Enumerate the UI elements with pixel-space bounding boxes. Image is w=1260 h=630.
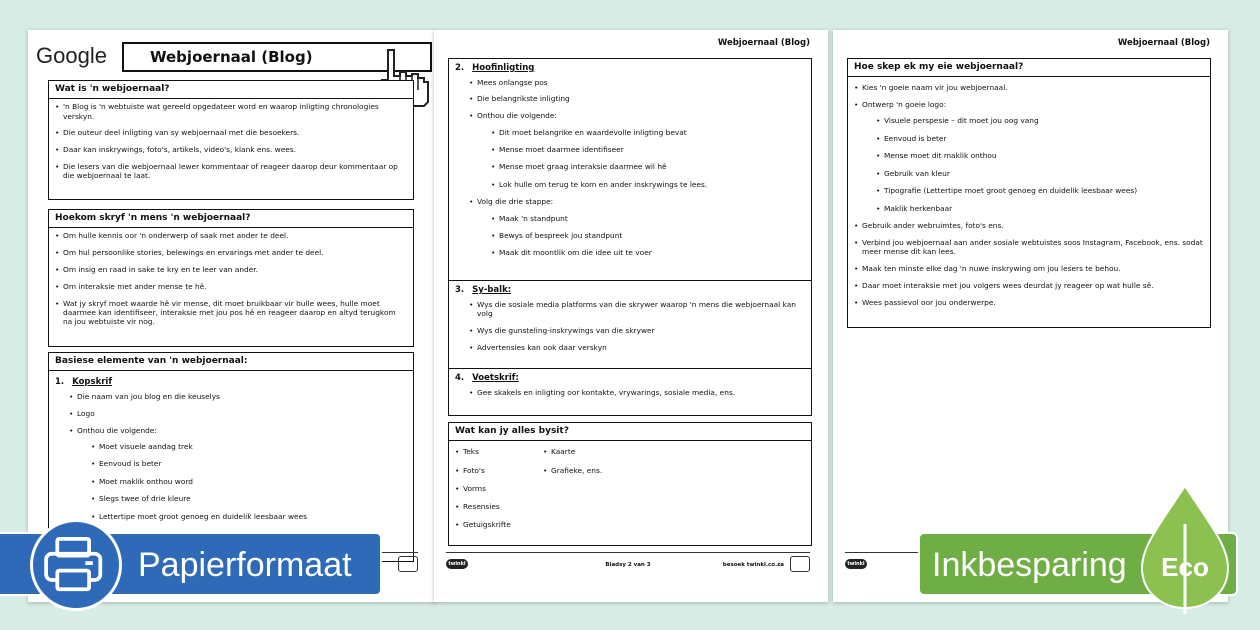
list-item (469, 197, 805, 257)
section-title: Sy-balk: (472, 285, 512, 295)
eco-stamp-icon (398, 556, 418, 572)
list-item: • Resensies (455, 502, 543, 511)
list-item-text: Onthou die volgende: (477, 111, 557, 121)
sub-list-item: • Bewys of bespreek jou standpunt (491, 231, 805, 240)
printer-icon (30, 519, 122, 611)
what-to-add-title: Wat kan jy alles bysit? (449, 423, 811, 441)
eco-leaf-icon (1140, 484, 1230, 614)
sub-list-item: • Eenvoud is beter (876, 134, 1204, 143)
section-sidebar (449, 281, 811, 369)
section-number: 2. (455, 63, 465, 73)
footer-page-number: Bladsy 2 van 3 (605, 562, 651, 568)
list-item: • Om hulle kennis oor 'n onderwerp of saak met ander te deel. (55, 231, 407, 240)
page-header-title: Webjoernaal (Blog) (1117, 38, 1210, 48)
section-main-content (449, 59, 811, 281)
list-item-text: Volg die drie stappe: (477, 197, 554, 207)
sub-list-item: • Gebruik van kleur (876, 169, 1204, 178)
footer-url: besoek twinkl.co.za (722, 562, 784, 568)
list-item: • Gebruik ander webruimtes, foto's ens. (854, 221, 1204, 230)
list-item: • Wys die sosiale media platforms van die skrywer waarop 'n mens die webjoernaal kan volg (469, 300, 805, 319)
sub-list-item: • Mense moet graag interaksie daarmee wil hê (491, 162, 805, 171)
sub-list-item: • Mense moet daarmee identifiseer (491, 145, 805, 154)
sub-list-item: • Lettertipe moet groot genoeg en duidelik leesbaar wees (91, 512, 407, 521)
list-item: • Daar moet interaksie met jou volgers wees deurdat jy reageer op wat hulle sê. (854, 281, 1204, 290)
page-header-title: Webjoernaal (Blog) (717, 38, 810, 48)
list-item: • Kies 'n goeie naam vir jou webjoernaal. (854, 83, 1204, 92)
how-to-create-box (847, 58, 1211, 328)
section-footer (449, 369, 811, 410)
list-item: • Wat jy skryf moet waarde hê vir mense, dit moet bruikbaar vir hulle wees, hulle moet daarmee kan identifiseer, interaksie met jou pos hê en reageer daarop en altyd terugkom na jou webtuiste vir nog. (55, 299, 407, 327)
list-item: • Die lesers van die webjoernaal lewer kommentaar of reageer daarop deur kommentaar op die webjoernaal te laat. (55, 162, 407, 181)
page-footer (446, 552, 810, 574)
list-item: • Verbind jou webjoernaal aan ander sosiale webtuistes soos Instagram, Facebook, ens. sodat meer mense dit kan lees. (854, 238, 1204, 257)
sub-list-item: • Eenvoud is beter (91, 459, 407, 468)
sub-list-item: • Dit moet belangrike en waardevolle inligting bevat (491, 128, 805, 137)
sub-list-item: • Slegs twee of drie kleure (91, 494, 407, 503)
list-item: • Om hul persoonlike stories, belewings en ervarings met ander te deel. (55, 248, 407, 257)
eco-label: Eco (1161, 552, 1209, 582)
sub-list-item: • Tipografie (Lettertipe moet groot genoeg en duidelik leesbaar wees) (876, 186, 1204, 195)
list-item: • Daar kan inskrywings, foto's, artikels, video's, klank ens. wees. (55, 145, 407, 154)
list-item: • Logo (69, 409, 407, 418)
eco-stamp-icon (790, 556, 810, 572)
why-blog-box (48, 209, 414, 347)
section-number: 4. (455, 373, 465, 383)
list-item (469, 111, 805, 189)
sub-list-item: • Maak 'n standpunt (491, 214, 805, 223)
list-item (854, 100, 1204, 213)
list-item: • Gee skakels en inligting oor kontakte, vrywarings, sosiale media, ens. (469, 388, 805, 397)
worksheet-title: Webjoernaal (Blog) (122, 42, 432, 72)
list-item-text: Onthou die volgende: (77, 425, 157, 435)
list-item: • Teks (455, 447, 543, 456)
section-number: 3. (455, 285, 465, 295)
sub-list-item: • Maak dit moontlik om die idee uit te voer (491, 248, 805, 257)
sub-list-item: • Moet visuele aandag trek (91, 442, 407, 451)
list-item: • Vorms (455, 484, 543, 493)
section-number: 1. (55, 377, 65, 388)
sub-list-item: • Moet maklik onthou word (91, 477, 407, 486)
list-item: • Foto's (455, 466, 543, 475)
section-title: Voetskrif: (472, 373, 519, 383)
why-blog-title: Hoekom skryf 'n mens 'n webjoernaal? (49, 210, 413, 228)
list-item: • Getuigskrifte (455, 520, 543, 529)
what-is-blog-box (48, 80, 414, 200)
list-item: • Om insig en raad in sake te kry en te leer van ander. (55, 265, 407, 274)
sub-list-item: • Visuele perspesie – dit moet jou oog vang (876, 116, 1204, 125)
list-item: • Advertensies kan ook daar verskyn (469, 343, 805, 352)
list-item (69, 426, 407, 521)
list-item: • Wees passievol oor jou onderwerpe. (854, 298, 1204, 307)
elements-continued-box (448, 58, 812, 416)
list-item: • Die belangrikste inligting (469, 94, 805, 103)
list-item: • Die outeur deel inligting van sy webjoernaal met die besoekers. (55, 128, 407, 137)
paper-size-label: Papierformaat (138, 546, 352, 584)
twinkl-logo: twinkl (446, 559, 468, 569)
list-item: • Mees onlangse pos (469, 78, 805, 87)
basic-elements-title: Basiese elemente van 'n webjoernaal: (49, 353, 413, 371)
list-item: • Kaarte (543, 447, 602, 456)
what-is-blog-title: Wat is 'n webjoernaal? (49, 81, 413, 99)
worksheet-page-2 (434, 30, 828, 602)
sub-list-item: • Lok hulle om terug te kom en ander inskrywings te lees. (491, 180, 805, 189)
list-item: • Die naam van jou blog en die keuselys (69, 392, 407, 401)
sub-list-item: • Mense moet dit maklik onthou (876, 151, 1204, 160)
list-item: • 'n Blog is 'n webtuiste wat gereeld opgedateer word en waarop inligting chronologies verskyn. (55, 102, 407, 121)
ink-saving-label: Inkbesparing (932, 546, 1127, 584)
what-to-add-box (448, 422, 812, 546)
list-item: • Maak ten minste elke dag 'n nuwe inskrywing om jou lesers te behou. (854, 264, 1204, 273)
section-title: Hoofinligting (472, 63, 535, 73)
sub-list-item: • Maklik herkenbaar (876, 204, 1204, 213)
twinkl-logo: twinkl (845, 559, 867, 569)
how-to-create-title: Hoe skep ek my eie webjoernaal? (848, 59, 1210, 77)
worksheet-page-1 (28, 30, 436, 602)
section-title: Kopskrif (72, 377, 113, 388)
list-item-text: Ontwerp 'n goeie logo: (862, 100, 947, 110)
list-item: • Om interaksie met ander mense te hê. (55, 282, 407, 291)
list-item: • Grafieke, ens. (543, 466, 602, 475)
google-logo: Google (36, 43, 107, 68)
list-item: • Wys die gunsteling-inskrywings van die skrywer (469, 326, 805, 335)
